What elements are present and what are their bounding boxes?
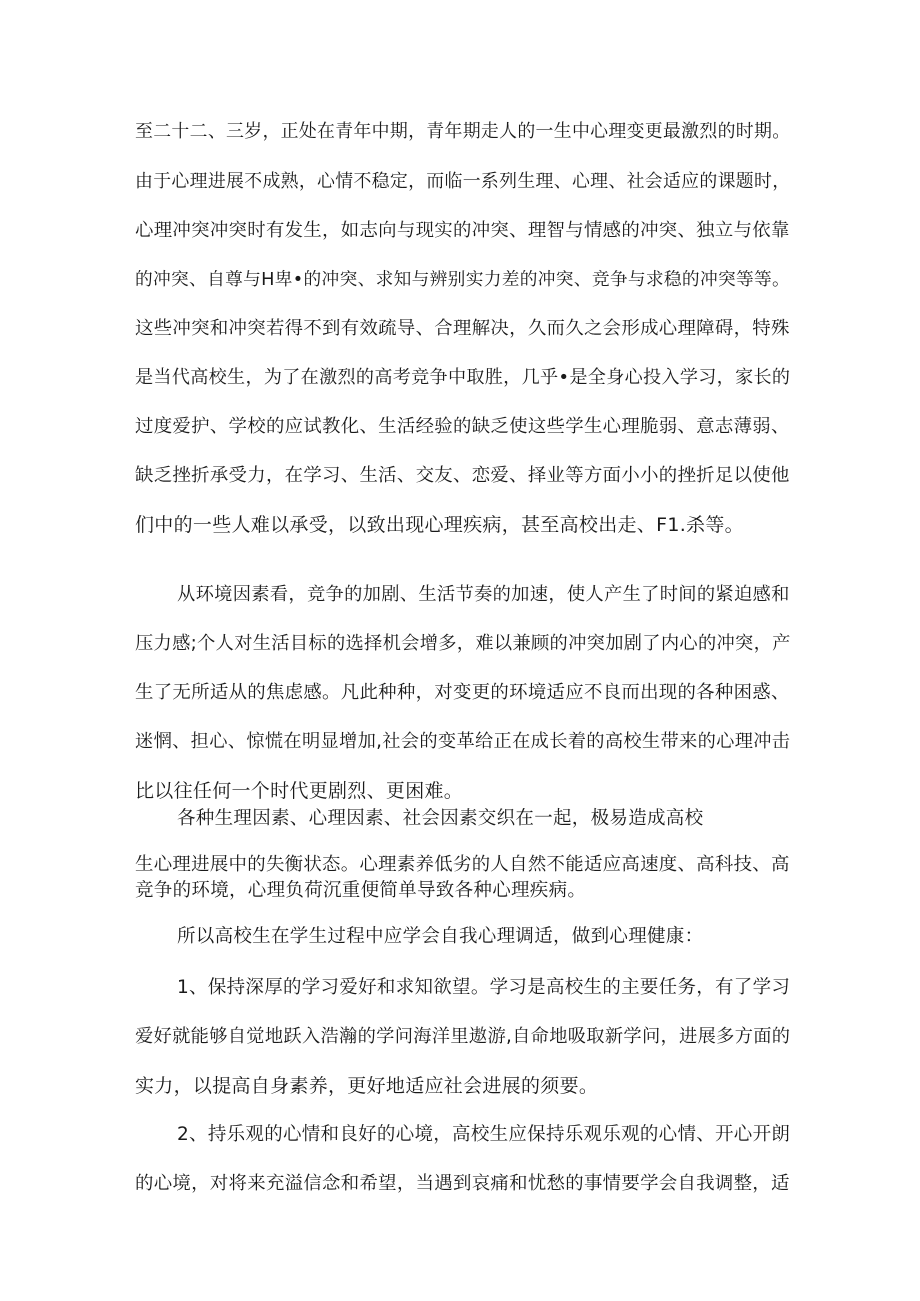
text-line: 压力感;个人对生活目标的选择机会增多，难以兼顾的冲突加剧了内心的冲突，产 [135, 633, 791, 654]
text-line: 迷惘、担心、惊慌在明显增加,社会的变革给正在成长着的高校生带来的心理冲击 [135, 731, 791, 752]
text-line: 是当代高校生，为了在激烈的高考竞争中取胜，几乎•是全身心投入学习，家长的 [135, 367, 791, 388]
text-line: 生了无所适从的焦虑感。凡此种种，对变更的环境适应不良而出现的各种困惑、 [135, 682, 790, 703]
text-line: 这些冲突和冲突若得不到有效疏导、合理解决，久而久之会形成心理障碍，特殊 [135, 318, 790, 339]
text-line: 由于心理进展不成熟，心情不稳定，而临一系列生理、心理、社会适应的课题时， [135, 171, 791, 192]
text-line: 实力，以提高自身素养，更好地适应社会进展的须要。 [135, 1075, 599, 1097]
text-line: 心理冲突冲突时有发生，如志向与现实的冲突、理智与情感的冲突、独立与依靠 [135, 220, 790, 241]
text-line: 1、保持深厚的学习爱好和求知欲望。学习是高校生的主要任务，有了学习 [177, 977, 791, 998]
text-line: 从环境因素看，竞争的加剧、生活节奏的加速，使人产生了时间的紧迫感和 [177, 584, 790, 605]
text-line: 2、持乐观的心情和良好的心境，高校生应保持乐观乐观的心情、开心开朗 [177, 1124, 791, 1145]
text-line: 过度爱护、学校的应试教化、生活经验的缺乏使这些学生心理脆弱、意志薄弱、 [135, 416, 790, 437]
text-line: 所以高校生在学生过程中应学会自我心理调适，做到心理健康： [177, 926, 704, 947]
text-line: 爱好就能够自觉地跃入浩瀚的学问海洋里遨游,自命地吸取新学问，进展多方面的 [135, 1026, 791, 1047]
text-line: 的心境，对将来充溢信念和希望，当遇到哀痛和忧愁的事情要学会自我调整，适 [135, 1173, 790, 1194]
text-line: 比以往任何一个时代更剧烈、更困难。 [135, 780, 464, 802]
text-line: 至二十二、三岁，正处在青年中期，青年期走人的一生中心理变更最激烈的时期。 [135, 121, 791, 142]
text-line: 缺乏挫折承受力，在学习、生活、交友、恋爱、择业等方面小小的挫折足以使他 [135, 465, 790, 486]
text-line: 的冲突、自尊与H卑•的冲突、求知与辨别实力差的冲突、竞争与求稳的冲突等等。 [135, 270, 791, 290]
text-line: 们中的一些人难以承受，以致出现心理疾病，甚至高校出走、F1.杀等。 [135, 514, 744, 536]
text-line: 竞争的环境，心理负荷沉重便简单导致各种心理疾病。 [135, 880, 587, 901]
text-line: 生心理进展中的失衡状态。心理素养低劣的人自然不能适应高速度、高科技、高 [135, 854, 790, 875]
text-line: 各种生理因素、心理因素、社会因素交织在一起，极易造成高校 [177, 808, 704, 829]
